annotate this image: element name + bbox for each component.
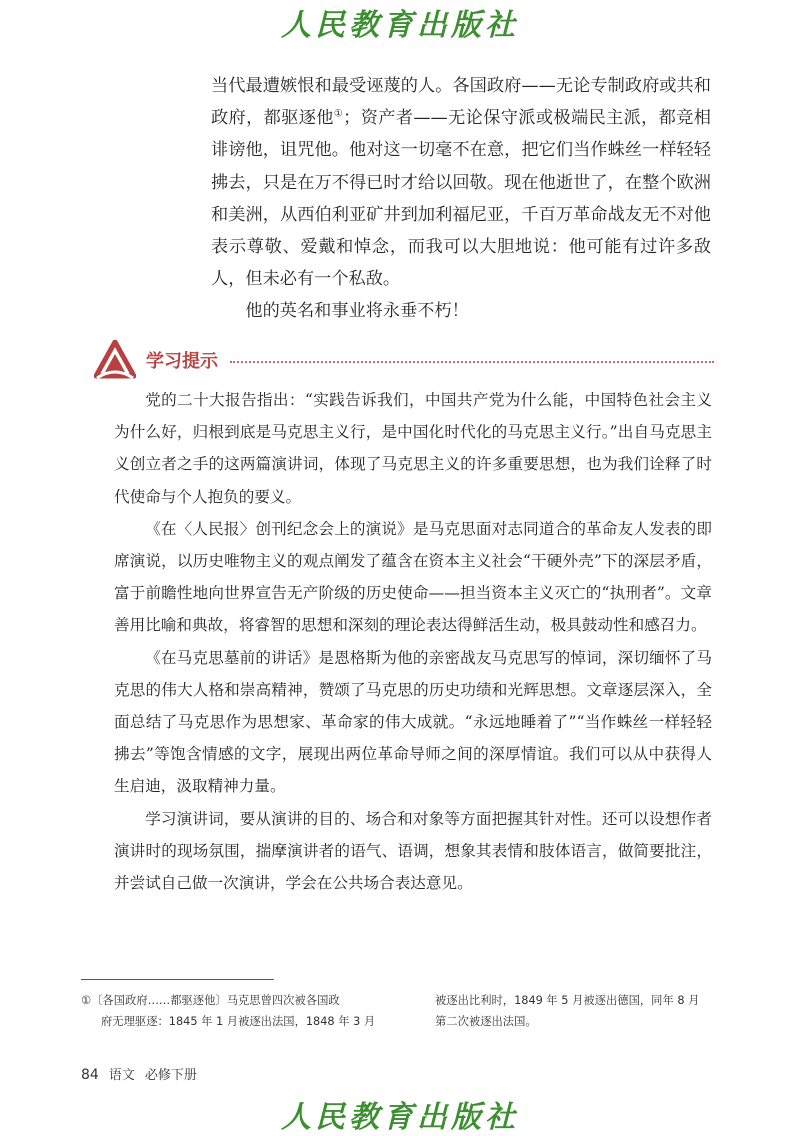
- footnote-column-2: [435, 990, 721, 1032]
- footnote-line: 被逐出比利时，1849 年 5 月被逐出德国，同年 8 月: [435, 994, 700, 1007]
- page-number: 84: [81, 1067, 99, 1083]
- passage-paragraph-1-part-2: ；资产者——无论保守派或极端民主派，都竞相诽谤他，诅咒他。他对这一切毫不在意，把它们当作蛛丝一样轻轻拂去，只是在万不得已时才给以回敬。现在他逝世了，在整个欧洲和美洲，从西伯利亚矿井到加利福尼亚，千百万革命战友无不对他表示尊敬、爱戴和悼念，而我可以大胆地说：他可能有过许多敌人，但未必有一个私敌。: [211, 108, 711, 290]
- footnote-column-1: [81, 990, 401, 1032]
- footnote-line: 府无理驱逐：1845 年 1 月被逐出法国，1848 年 3 月: [101, 1015, 376, 1028]
- publisher-watermark-top: 人民教育出版社: [281, 8, 519, 43]
- study-tips-paragraph: 《在〈人民报〉创刊纪念会上的演说》是马克思面对志同道合的革命友人发表的即席演说，以历史唯物主义的观点阐发了蕴含在资本主义社会“干硬外壳”下的深层矛盾，富于前瞻性地向世界宣告无产阶级的历史使命——担当资本主义灭亡的“执刑者”。文章善用比喻和典故，将睿智的思想和深刻的理论表达得鲜活生动，极具鼓动性和感召力。: [114, 519, 712, 635]
- dotted-divider: [230, 361, 714, 363]
- footnote: [81, 990, 721, 1032]
- study-tips-body: [114, 384, 712, 899]
- study-tips-header: [94, 340, 714, 380]
- footnote-line: 第二次被逐出法国。: [435, 1015, 537, 1028]
- passage-paragraph-1: [211, 70, 711, 295]
- passage-paragraph-1-part-1: 当代最遭嫉恨和最受诬蔑的人。各国政府——无论专制政府或共和政府，都驱逐他: [211, 76, 711, 129]
- footnote-marker[interactable]: ①: [333, 108, 344, 120]
- subject-label: 语文: [108, 1068, 135, 1083]
- passage-paragraph-2: 他的英名和事业将永垂不朽！: [245, 301, 469, 322]
- study-tips-title: 学习提示: [146, 351, 218, 372]
- publisher-watermark-bottom: 人民教育出版社: [281, 1100, 519, 1135]
- study-tips-paragraph: 《在马克思墓前的讲话》是恩格斯为他的亲密战友马克思写的悼词，深切缅怀了马克思的伟大人格和崇高精神，赞颂了马克思的历史功绩和光辉思想。文章逐层深入，全面总结了马克思作为思想家、革命家的伟大成就。“永远地睡着了”“当作蛛丝一样轻轻拂去”等饱含情感的文字，展现出两位革命导师之间的深厚情谊。我们可以从中获得人生启迪，汲取精神力量。: [114, 648, 712, 796]
- footnote-line: ①〔各国政府……都驱逐他〕马克思曾四次被各国政: [81, 994, 340, 1007]
- study-tips-paragraph: 党的二十大报告指出：“实践告诉我们，中国共产党为什么能，中国特色社会主义为什么好，归根到底是马克思主义行，是中国化时代化的马克思主义行。”出自马克思主义创立者之手的这两篇演讲词，体现了马克思主义的许多重要思想，也为我们诠释了时代使命与个人抱负的要义。: [114, 391, 712, 506]
- page-folio: [81, 1064, 197, 1083]
- study-tips-paragraph: 学习演讲词，要从演讲的目的、场合和对象等方面把握其针对性。还可以设想作者演讲时的现场氛围，揣摩演讲者的语气、语调，想象其表情和肢体语言，做简要批注，并尝试自己做一次演讲，学会在公共场合表达意见。: [114, 809, 712, 893]
- footnote-rule: [81, 979, 274, 980]
- volume-label: 必修下册: [144, 1068, 197, 1083]
- passage-text: [211, 70, 711, 328]
- study-tips-icon: [94, 340, 136, 380]
